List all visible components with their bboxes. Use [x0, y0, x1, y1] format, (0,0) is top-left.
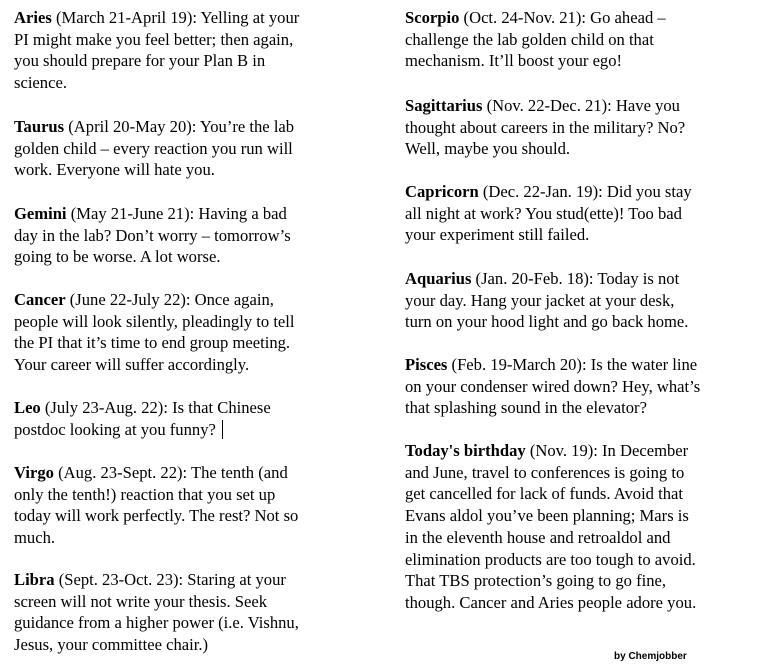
entry-text: (Nov. 22-Dec. 21): Have you	[482, 96, 680, 115]
entry-text: (Jan. 20-Feb. 18): Today is not	[471, 269, 680, 288]
sign-name: Aquarius	[405, 269, 472, 288]
entry-text: work. Everyone will hate you.	[14, 160, 215, 180]
horoscope-virgo	[14, 462, 298, 549]
entry-text: That TBS protection’s going to go fine,	[405, 571, 667, 591]
entry-text: day in the lab? Don’t worry – tomorrow’s	[14, 225, 291, 245]
entry-text: (Dec. 22-Jan. 19): Did you stay	[478, 182, 692, 201]
horoscope-leo	[14, 397, 271, 440]
sign-name: Cancer	[14, 290, 66, 309]
entry-text: all night at work? You stud(ette)! Too bad	[405, 203, 682, 223]
entry-text: though. Cancer and Aries people adore you.	[405, 592, 697, 612]
entry-text: much.	[14, 528, 56, 548]
sign-name: Aries	[14, 8, 52, 27]
sign-name: Scorpio	[405, 8, 460, 27]
entry-text: science.	[14, 73, 67, 93]
text-cursor	[222, 420, 224, 439]
entry-text: screen will not write your thesis. Seek	[14, 591, 267, 611]
sign-name: Capricorn	[405, 182, 479, 201]
horoscope-capricorn	[405, 181, 692, 246]
entry-text: on your condenser wired down? Hey, what’s	[405, 376, 701, 396]
entry-text: mechanism. It’ll boost your ego!	[405, 51, 623, 71]
entry-text: get cancelled for lack of funds. Avoid that	[405, 484, 684, 504]
entry-text: (Feb. 19-March 20): Is the water line	[447, 355, 698, 374]
horoscope-aquarius	[405, 268, 688, 333]
entry-text: Your career will suffer accordingly.	[14, 355, 250, 375]
sign-name: Sagittarius	[405, 96, 483, 115]
entry-text: the PI that it’s time to end group meeting.	[14, 333, 291, 353]
horoscope-aries	[14, 7, 299, 94]
entry-text: (Aug. 23-Sept. 22): The tenth (and	[53, 463, 288, 482]
sign-name: Virgo	[14, 463, 54, 482]
entry-text: thought about careers in the military? No?	[405, 117, 686, 137]
entry-text: your experiment still failed.	[405, 225, 590, 245]
entry-text: PI might make you feel better; then again,	[14, 29, 294, 49]
entry-text: people will look silently, pleadingly to tell	[14, 311, 295, 331]
entry-text: going to be worse. A lot worse.	[14, 247, 221, 267]
entry-text: (Oct. 24-Nov. 21): Go ahead –	[459, 8, 666, 27]
entry-text: Evans aldol you’ve been planning; Mars is	[405, 506, 689, 526]
entry-text: your day. Hang your jacket at your desk,	[405, 290, 675, 310]
entry-text: in the eleventh house and retroaldol and	[405, 527, 671, 547]
horoscope-sagittarius	[405, 95, 685, 160]
entry-text: (March 21-April 19): Yelling at your	[51, 8, 300, 27]
entry-text: turn on your hood light and go back home.	[405, 312, 689, 332]
entry-text: (Sept. 23-Oct. 23): Staring at your	[54, 570, 286, 589]
horoscope-libra	[14, 569, 299, 656]
author-credit: by Chemjobber	[614, 651, 687, 662]
sign-name: Taurus	[14, 117, 65, 136]
entry-text: and June, travel to conferences is going to	[405, 462, 685, 482]
entry-text: you should prepare for your Plan B in	[14, 51, 266, 71]
sign-name: Libra	[14, 570, 55, 589]
horoscope-scorpio	[405, 7, 666, 72]
horoscope-gemini	[14, 203, 291, 268]
horoscope-cancer	[14, 289, 295, 376]
sign-name: Gemini	[14, 204, 67, 223]
entry-text: golden child – every reaction you run will	[14, 138, 293, 158]
entry-text: (April 20-May 20): You’re the lab	[64, 117, 295, 136]
horoscope-todays-birthday	[405, 440, 696, 614]
entry-text: postdoc looking at you funny?	[14, 419, 216, 439]
horoscope-pisces	[405, 354, 700, 419]
sign-name: Leo	[14, 398, 41, 417]
entry-text: Well, maybe you should.	[405, 139, 571, 159]
entry-text: (May 21-June 21): Having a bad	[66, 204, 287, 223]
entry-text: that splashing sound in the elevator?	[405, 398, 647, 418]
entry-text: (June 22-July 22): Once again,	[65, 290, 274, 309]
entry-text: only the tenth!) reaction that you set up	[14, 484, 276, 504]
entry-text: (Nov. 19): In December	[525, 441, 689, 460]
entry-text: Jesus, your committee chair.)	[14, 635, 209, 655]
entry-text: guidance from a higher power (i.e. Vishnu,	[14, 613, 299, 633]
horoscope-taurus	[14, 116, 294, 181]
sign-name: Pisces	[405, 355, 448, 374]
entry-text: today will work perfectly. The rest? Not so	[14, 506, 299, 526]
entry-text: challenge the lab golden child on that	[405, 29, 654, 49]
entry-text: (July 23-Aug. 22): Is that Chinese	[40, 398, 271, 417]
sign-name: Today's birthday	[405, 441, 526, 460]
entry-text: elimination products are too tough to avoid.	[405, 549, 696, 569]
